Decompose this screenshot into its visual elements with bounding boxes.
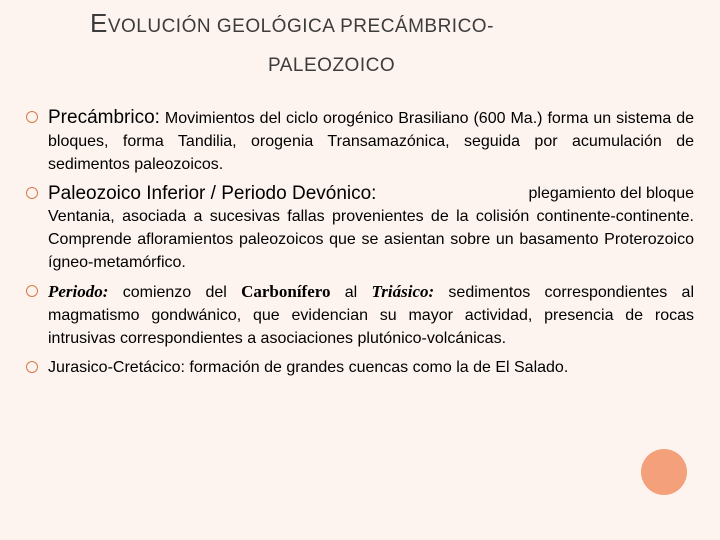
bullet-lead: Paleozoico Inferior / Periodo Devónico: <box>48 183 377 204</box>
bullet-marker-icon <box>26 187 38 199</box>
title-line-1 <box>90 8 494 39</box>
bullet-list <box>26 106 694 385</box>
bullet-marker-icon <box>26 361 38 373</box>
bullet-marker-icon <box>26 285 38 297</box>
decorative-circle-icon <box>641 449 687 495</box>
title-line-2: PALEOZOICO <box>268 55 396 76</box>
bullet-periodo <box>26 280 694 350</box>
bullet-precambrico <box>26 106 694 176</box>
bullet-term-triasico: Triásico: <box>371 282 435 301</box>
bullet-text-3: sedimentos correspondientes al magmatismo gondwánico, que evidencian su mayor actividad, presencia de rocas intrusivas correspondientes a asociaciones plutónico-volcánicas. <box>48 284 694 347</box>
bullet-lead: Precámbrico: <box>48 107 160 128</box>
bullet-text: Movimientos del ciclo orogénico Brasiliano (600 Ma.) forma un sistema de bloques, forma Tandilia, orogenia Transamazónica, seguida por acumulación de sedimentos paleozoicos. <box>48 110 694 173</box>
bullet-text: Jurasico-Cretácico: formación de grandes cuencas como la de El Salado. <box>48 359 569 376</box>
bullet-first-line <box>48 182 694 205</box>
bullet-text-2: al <box>330 284 372 301</box>
title-line-1-text: VOLUCIÓN GEOLÓGICA PRECÁMBRICO <box>107 16 488 37</box>
title-cap-letter: E <box>90 8 108 38</box>
bullet-lead: Periodo: <box>48 282 109 301</box>
bullet-term-carbonifero: Carbonífero <box>241 282 331 301</box>
bullet-text: Ventania, asociada a sucesivas fallas provenientes de la colisión continente-continente. Comprende afloramientos paleozoicos que se asientan sobre un basamento Proterozoico ígneo-metamórfico. <box>48 208 694 271</box>
title-dash: - <box>487 16 494 37</box>
bullet-text-1: comienzo del <box>108 284 242 301</box>
bullet-marker-icon <box>26 111 38 123</box>
bullet-first-line-tail: plegamiento del bloque <box>528 185 694 202</box>
bullet-jurasico <box>26 356 694 379</box>
bullet-paleozoico <box>26 182 694 274</box>
